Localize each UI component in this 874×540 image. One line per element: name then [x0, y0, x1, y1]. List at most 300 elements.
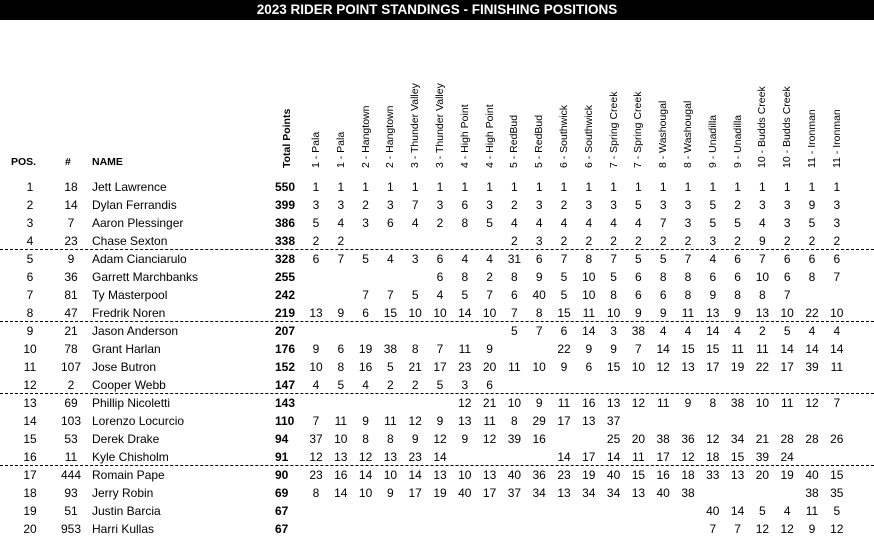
result-cell: 1 — [560, 180, 568, 194]
rider-name: Grant Harlan — [92, 342, 161, 356]
result-cell: 4 — [411, 216, 419, 230]
result-cell: 12 — [458, 396, 472, 410]
result-cell: 18 — [681, 468, 695, 482]
total-points-cell: 110 — [275, 414, 295, 428]
table-row — [0, 214, 874, 232]
total-points-cell: 91 — [275, 450, 289, 464]
result-cell: 8 — [337, 360, 345, 374]
result-cell: 1 — [337, 180, 345, 194]
result-cell: 2 — [783, 234, 791, 248]
result-cell: 20 — [482, 360, 497, 374]
number-cell: 14 — [64, 198, 78, 212]
result-cell: 4 — [362, 378, 369, 392]
result-cell: 37 — [606, 414, 621, 428]
result-cell: 16 — [532, 432, 546, 446]
result-cell: 5 — [709, 198, 717, 212]
round-header-4-label: 2 - Hangtown — [384, 105, 397, 168]
result-cell: 3 — [833, 198, 841, 212]
result-cell: 37 — [309, 432, 323, 446]
result-cell: 10 — [631, 360, 646, 374]
result-cell: 7 — [312, 414, 320, 428]
position-cell: 11 — [23, 360, 37, 374]
result-cell: 6 — [808, 252, 816, 266]
result-cell: 1 — [312, 180, 320, 194]
number-cell: 36 — [64, 270, 78, 284]
result-cell: 9 — [387, 486, 394, 500]
result-cell: 9 — [734, 306, 741, 320]
round-header-11-label: 6 - Southwick — [558, 104, 570, 168]
table-row — [0, 340, 874, 358]
result-cell: 7 — [759, 252, 766, 266]
result-cell: 39 — [805, 360, 819, 374]
result-cell: 5 — [659, 252, 667, 266]
result-cell: 3 — [535, 234, 543, 248]
result-cell: 2 — [560, 234, 568, 248]
result-cell: 2 — [362, 198, 369, 212]
total-points-cell: 242 — [275, 288, 296, 302]
result-cell: 2 — [734, 198, 741, 212]
result-cell: 17 — [408, 486, 422, 500]
result-cell: 11 — [557, 396, 571, 410]
result-cell: 6 — [337, 342, 345, 356]
result-cell: 11 — [681, 306, 695, 320]
result-cell: 9 — [610, 342, 617, 356]
result-cell: 3 — [659, 198, 667, 212]
result-cell: 2 — [560, 198, 568, 212]
total-points-cell: 94 — [275, 432, 289, 446]
result-cell: 3 — [461, 378, 469, 392]
table-row — [0, 322, 874, 340]
result-cell: 14 — [582, 324, 596, 338]
result-cell: 7 — [610, 252, 617, 266]
result-cell: 15 — [383, 306, 398, 320]
result-cell: 24 — [780, 450, 794, 464]
result-cell: 7 — [709, 522, 717, 536]
result-cell: 19 — [780, 468, 794, 482]
result-cell: 17 — [482, 486, 497, 500]
position-cell: 8 — [26, 306, 34, 320]
result-cell: 13 — [730, 468, 745, 482]
table-row — [0, 286, 874, 304]
result-cell: 5 — [337, 378, 345, 392]
result-cell: 12 — [681, 450, 695, 464]
result-cell: 10 — [755, 396, 770, 410]
result-cell: 28 — [780, 432, 794, 446]
total-points-cell: 90 — [275, 468, 289, 482]
result-cell: 6 — [312, 252, 320, 266]
result-cell: 40 — [706, 504, 720, 518]
result-cell: 13 — [334, 450, 348, 464]
number-cell: 69 — [64, 396, 78, 410]
round-header-10-label: 5 - RedBud — [533, 114, 546, 168]
table-row — [0, 358, 874, 376]
result-cell: 9 — [709, 288, 717, 302]
result-cell: 3 — [362, 216, 369, 230]
result-cell: 2 — [511, 234, 518, 248]
result-cell: 16 — [656, 468, 670, 482]
total-points-cell: 176 — [275, 342, 296, 356]
result-cell: 38 — [805, 486, 819, 500]
result-cell: 14 — [408, 468, 422, 482]
result-cell: 2 — [833, 234, 841, 248]
rider-name: Chase Sexton — [92, 234, 168, 248]
result-cell: 8 — [610, 288, 617, 302]
result-cell: 8 — [461, 270, 469, 284]
result-cell: 4 — [486, 252, 493, 266]
result-cell: 12 — [830, 522, 844, 536]
result-cell: 6 — [783, 270, 791, 284]
result-cell: 6 — [511, 288, 518, 302]
result-cell: 6 — [560, 324, 568, 338]
total-points-cell: 143 — [275, 396, 296, 410]
result-cell: 4 — [783, 504, 791, 518]
total-points-cell: 399 — [275, 198, 296, 212]
result-cell: 23 — [309, 468, 323, 482]
table-row — [0, 466, 874, 484]
rider-name: Garrett Marchbanks — [92, 270, 199, 284]
pos-header: POS. — [11, 156, 37, 168]
total-points-cell: 328 — [275, 252, 296, 266]
result-cell: 39 — [507, 432, 522, 446]
round-header-21-label: 11 - Ironman — [806, 109, 818, 168]
position-cell: 15 — [23, 432, 37, 446]
result-cell: 1 — [535, 180, 543, 194]
number-cell: 53 — [64, 432, 78, 446]
result-cell: 12 — [755, 522, 770, 536]
result-cell: 1 — [411, 180, 419, 194]
result-cell: 33 — [706, 468, 720, 482]
result-cell: 1 — [684, 180, 692, 194]
result-cell: 7 — [511, 306, 518, 320]
result-cell: 18 — [706, 450, 720, 464]
result-cell: 13 — [482, 468, 497, 482]
result-cell: 4 — [610, 216, 617, 230]
result-cell: 6 — [734, 252, 741, 266]
round-header-19-label: 10 - Budds Creek — [756, 86, 769, 168]
position-cell: 14 — [23, 414, 37, 428]
result-cell: 3 — [337, 198, 345, 212]
round-header-2-label: 1 - Pala — [334, 131, 347, 168]
result-cell: 4 — [585, 216, 593, 230]
result-cell: 7 — [387, 288, 394, 302]
result-cell: 4 — [387, 252, 394, 266]
result-cell: 34 — [730, 432, 745, 446]
result-cell: 11 — [805, 504, 819, 518]
result-cell: 5 — [312, 216, 320, 230]
total-points-cell: 255 — [275, 270, 296, 284]
result-cell: 5 — [560, 288, 568, 302]
result-cell: 38 — [681, 486, 695, 500]
total-points-cell: 338 — [275, 234, 296, 248]
result-cell: 5 — [486, 216, 493, 230]
round-header-12-label: 6 - Southwick — [582, 104, 595, 168]
result-cell: 8 — [585, 252, 593, 266]
result-cell: 13 — [755, 306, 770, 320]
table-row — [0, 484, 874, 502]
result-cell: 11 — [582, 306, 596, 320]
result-cell: 6 — [659, 288, 667, 302]
number-cell: 23 — [64, 234, 78, 248]
result-cell: 7 — [635, 342, 642, 356]
page-title: 2023 RIDER POINT STANDINGS - FINISHING POSITIONS — [0, 0, 874, 20]
result-cell: 4 — [560, 216, 568, 230]
rider-name: Romain Pape — [92, 468, 165, 482]
result-cell: 4 — [808, 324, 816, 338]
result-cell: 40 — [532, 288, 546, 302]
result-cell: 20 — [755, 468, 770, 482]
total-points-cell: 386 — [275, 216, 296, 230]
position-cell: 19 — [23, 504, 37, 518]
table-row — [0, 376, 874, 394]
result-cell: 8 — [362, 432, 369, 446]
result-cell: 40 — [458, 486, 472, 500]
result-cell: 6 — [535, 252, 543, 266]
result-cell: 1 — [461, 180, 469, 194]
result-cell: 4 — [312, 378, 320, 392]
result-cell: 2 — [734, 234, 741, 248]
result-cell: 4 — [337, 216, 345, 230]
result-cell: 13 — [582, 414, 596, 428]
result-cell: 14 — [656, 342, 670, 356]
result-cell: 10 — [383, 468, 398, 482]
result-cell: 5 — [387, 360, 394, 374]
number-cell: 953 — [60, 522, 82, 536]
result-cell: 1 — [783, 180, 791, 194]
result-cell: 10 — [433, 306, 447, 320]
result-cell: 2 — [759, 324, 766, 338]
result-cell: 14 — [780, 342, 794, 356]
number-cell: 47 — [64, 306, 78, 320]
total-points-cell: 219 — [275, 306, 296, 320]
result-cell: 12 — [482, 432, 497, 446]
round-header-7-label: 4 - High Point — [458, 104, 471, 168]
number-cell: 51 — [64, 504, 78, 518]
result-cell: 13 — [557, 486, 571, 500]
result-cell: 9 — [635, 306, 642, 320]
result-cell: 11 — [830, 360, 844, 374]
result-cell: 9 — [808, 522, 816, 536]
result-cell: 3 — [759, 198, 766, 212]
result-cell: 9 — [535, 270, 543, 284]
result-cell: 1 — [833, 180, 841, 194]
result-cell: 13 — [606, 396, 621, 410]
result-cell: 16 — [358, 360, 373, 374]
result-cell: 39 — [755, 450, 770, 464]
rider-name: Adam Cianciarulo — [92, 252, 187, 266]
result-cell: 3 — [833, 216, 841, 230]
table-row — [0, 520, 874, 538]
result-cell: 22 — [805, 306, 819, 320]
rider-name: Kyle Chisholm — [92, 450, 169, 464]
result-cell: 15 — [830, 468, 844, 482]
result-cell: 9 — [337, 306, 345, 320]
result-cell: 13 — [458, 414, 472, 428]
result-cell: 40 — [656, 486, 670, 500]
round-header-18-label: 9 - Unadilla — [731, 114, 744, 168]
position-cell: 16 — [23, 450, 37, 464]
rider-name: Ty Masterpool — [92, 288, 168, 302]
result-cell: 4 — [461, 252, 469, 266]
number-cell: 11 — [64, 450, 78, 464]
position-cell: 20 — [23, 522, 37, 536]
result-cell: 3 — [684, 216, 692, 230]
result-cell: 8 — [759, 288, 766, 302]
result-cell: 6 — [635, 288, 642, 302]
result-cell: 23 — [557, 468, 571, 482]
result-cell: 3 — [312, 198, 320, 212]
result-cell: 14 — [606, 450, 621, 464]
result-cell: 1 — [808, 180, 816, 194]
rider-name: Jose Butron — [92, 360, 157, 374]
result-cell: 2 — [312, 234, 320, 248]
result-cell: 5 — [610, 270, 617, 284]
result-cell: 9 — [436, 414, 444, 428]
result-cell: 40 — [805, 468, 819, 482]
result-cell: 4 — [684, 324, 692, 338]
result-cell: 13 — [383, 450, 398, 464]
result-cell: 1 — [610, 180, 617, 194]
result-cell: 8 — [461, 216, 469, 230]
position-cell: 6 — [26, 270, 34, 284]
result-cell: 1 — [759, 180, 766, 194]
result-cell: 3 — [411, 252, 419, 266]
result-cell: 28 — [805, 432, 819, 446]
result-cell: 17 — [557, 414, 571, 428]
result-cell: 10 — [830, 306, 844, 320]
result-cell: 2 — [511, 198, 518, 212]
result-cell: 8 — [511, 270, 518, 284]
result-cell: 14 — [458, 306, 472, 320]
result-cell: 10 — [482, 306, 497, 320]
table-row — [0, 304, 874, 322]
table-row — [0, 430, 874, 448]
result-cell: 21 — [755, 432, 770, 446]
result-cell: 5 — [709, 216, 717, 230]
result-cell: 20 — [631, 432, 646, 446]
result-cell: 17 — [706, 360, 720, 374]
result-cell: 22 — [755, 360, 770, 374]
result-cell: 3 — [783, 216, 791, 230]
result-cell: 10 — [755, 270, 770, 284]
result-cell: 5 — [808, 216, 816, 230]
result-cell: 31 — [507, 252, 522, 266]
result-cell: 7 — [362, 288, 369, 302]
result-cell: 6 — [709, 270, 717, 284]
result-cell: 14 — [557, 450, 571, 464]
result-cell: 10 — [606, 306, 621, 320]
table-row — [0, 448, 874, 466]
total-points-cell: 67 — [275, 522, 289, 536]
result-cell: 6 — [387, 216, 394, 230]
position-cell: 9 — [26, 324, 34, 338]
result-cell: 15 — [730, 450, 745, 464]
number-cell: 7 — [67, 216, 75, 230]
result-cell: 7 — [535, 324, 543, 338]
result-cell: 38 — [656, 432, 670, 446]
round-header-3-label: 2 - Hangtown — [359, 105, 372, 168]
result-cell: 21 — [408, 360, 422, 374]
result-cell: 6 — [461, 198, 469, 212]
result-cell: 1 — [486, 180, 493, 194]
result-cell: 19 — [582, 468, 596, 482]
result-cell: 6 — [486, 378, 493, 392]
total-points-cell: 67 — [275, 504, 289, 518]
result-cell: 8 — [312, 486, 320, 500]
round-header-17-label: 9 - Unadilla — [706, 114, 719, 168]
result-cell: 14 — [730, 504, 745, 518]
round-header-8-label: 4 - High Point — [483, 104, 496, 168]
result-cell: 40 — [507, 468, 522, 482]
result-cell: 7 — [411, 198, 419, 212]
result-cell: 10 — [334, 432, 348, 446]
result-cell: 4 — [734, 324, 741, 338]
result-cell: 11 — [632, 450, 645, 464]
result-cell: 6 — [362, 306, 369, 320]
result-cell: 34 — [532, 486, 546, 500]
result-cell: 38 — [383, 342, 398, 356]
result-cell: 9 — [411, 432, 419, 446]
result-cell: 12 — [433, 432, 447, 446]
result-cell: 13 — [433, 468, 447, 482]
number-cell: 21 — [64, 324, 78, 338]
rider-name: Cooper Webb — [92, 378, 166, 392]
result-cell: 5 — [635, 252, 642, 266]
position-cell: 12 — [23, 378, 37, 392]
round-header-22-label: 11 - Ironman — [830, 109, 843, 168]
total-points-cell: 147 — [275, 378, 296, 392]
result-cell: 5 — [436, 378, 444, 392]
result-cell: 2 — [411, 378, 419, 392]
result-cell: 6 — [734, 270, 741, 284]
result-cell: 3 — [436, 198, 444, 212]
result-cell: 2 — [684, 234, 692, 248]
result-cell: 4 — [635, 216, 642, 230]
result-cell: 9 — [362, 414, 369, 428]
round-header-5-label: 3 - Thunder Valley — [409, 83, 422, 168]
result-cell: 2 — [387, 378, 394, 392]
number-cell: 2 — [67, 378, 75, 392]
result-cell: 7 — [486, 288, 493, 302]
result-cell: 4 — [535, 216, 543, 230]
result-cell: 37 — [507, 486, 522, 500]
result-cell: 16 — [582, 396, 596, 410]
result-cell: 36 — [532, 468, 546, 482]
result-cell: 15 — [557, 306, 571, 320]
result-cell: 23 — [458, 360, 472, 374]
result-cell: 7 — [833, 270, 841, 284]
table-row — [0, 502, 874, 520]
result-cell: 7 — [560, 252, 568, 266]
result-cell: 2 — [436, 216, 444, 230]
result-cell: 11 — [756, 342, 769, 356]
result-cell: 8 — [511, 414, 518, 428]
result-cell: 19 — [433, 486, 447, 500]
rider-name: Aaron Plessinger — [92, 216, 184, 230]
table-row — [0, 394, 874, 412]
result-cell: 5 — [759, 504, 766, 518]
result-cell: 5 — [560, 270, 568, 284]
position-cell: 7 — [26, 288, 34, 302]
result-cell: 1 — [511, 180, 518, 194]
result-cell: 3 — [709, 234, 717, 248]
round-header-1-label: 1 - Pala — [310, 131, 322, 168]
result-cell: 10 — [309, 360, 323, 374]
number-cell: 444 — [60, 468, 82, 482]
rider-name: Jason Anderson — [92, 324, 179, 338]
result-cell: 3 — [684, 198, 692, 212]
result-cell: 6 — [436, 252, 444, 266]
result-cell: 4 — [709, 252, 717, 266]
